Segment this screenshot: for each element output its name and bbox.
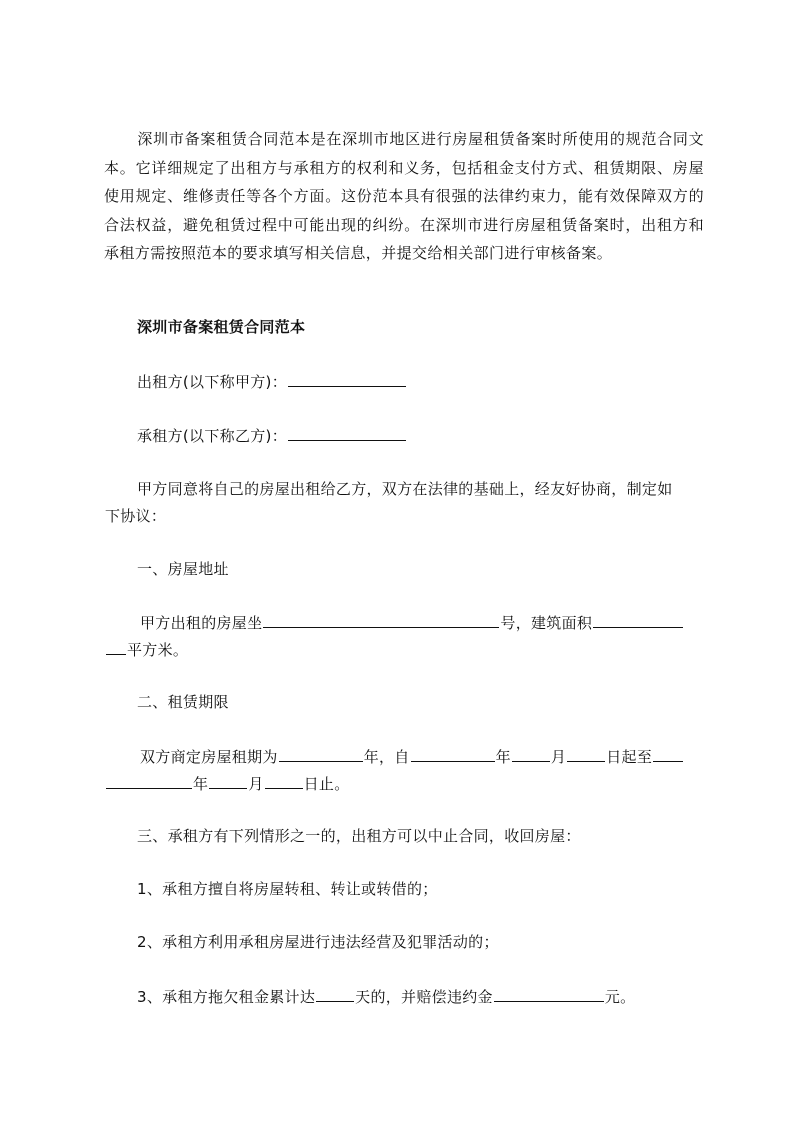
- lessee-line: [137, 425, 407, 446]
- lessor-line: [137, 371, 407, 392]
- lessor-label: 出租方(以下称甲方)：: [137, 373, 288, 391]
- address-text-1: 甲方出租的房屋坐: [140, 614, 263, 632]
- area-blank-2[interactable]: [106, 639, 126, 655]
- term-text-d: 月: [550, 748, 567, 766]
- section-house-address: 一、房屋地址: [137, 560, 229, 578]
- agreement-line-2: 下协议：: [105, 507, 167, 525]
- end-year-blank-1[interactable]: [653, 746, 683, 762]
- term-text-c: 年: [495, 748, 511, 766]
- end-month-blank[interactable]: [209, 773, 247, 789]
- termination-item-2: 2、承租方利用承租房屋进行违法经营及犯罪活动的；: [137, 933, 499, 951]
- term-text-e: 日起至: [606, 748, 653, 766]
- termination-item-1: 1、承租方擅自将房屋转租、转让或转借的；: [137, 880, 438, 898]
- area-unit-text: 平方米。: [127, 641, 189, 659]
- start-day-blank[interactable]: [567, 746, 605, 762]
- item3-text-b: 天的，并赔偿违约金: [355, 988, 493, 1006]
- lessee-label: 承租方(以下称乙方)：: [137, 427, 288, 445]
- term-text-g: 月: [248, 775, 264, 793]
- penalty-blank[interactable]: [494, 986, 604, 1002]
- section-termination: 三、承租方有下列情形之一的，出租方可以中止合同，收回房屋：: [137, 827, 581, 845]
- termination-item-3: [137, 986, 635, 1007]
- end-year-blank-2[interactable]: [106, 773, 192, 789]
- intro-text: 深圳市备案租赁合同范本是在深圳市地区进行房屋租赁备案时所使用的规范合同文本。它详细规定了出租方与承租方的权利和义务，包括租金支付方式、租赁期限、房屋使用规定、维修责任等各个方面。这份范本具有很强的法律约束力，能有效保障双方的合法权益，避免租赁过程中可能出现的纠纷。在深圳市进行房屋租赁备案时，出租方和承租方需按照范本的要求填写相关信息，并提交给相关部门进行审核备案。: [104, 130, 704, 263]
- lessee-blank[interactable]: [288, 425, 406, 441]
- address-line-2: [105, 639, 188, 660]
- term-text-h: 日止。: [303, 775, 350, 793]
- term-text-a: 双方商定房屋租期为: [140, 748, 278, 766]
- lessor-blank[interactable]: [288, 371, 406, 387]
- term-line-1: [140, 746, 684, 767]
- address-blank[interactable]: [263, 612, 499, 628]
- intro-paragraph: [104, 125, 704, 268]
- term-text-b: 年，自: [363, 748, 410, 766]
- term-line-2: [105, 773, 350, 794]
- item3-text-c: 元。: [604, 988, 636, 1006]
- overdue-days-blank[interactable]: [316, 986, 354, 1002]
- area-blank-1[interactable]: [593, 612, 683, 628]
- address-line-1: [140, 612, 684, 633]
- start-year-blank[interactable]: [411, 746, 495, 762]
- start-month-blank[interactable]: [512, 746, 550, 762]
- end-day-blank[interactable]: [265, 773, 303, 789]
- document-title: 深圳市备案租赁合同范本: [137, 318, 306, 336]
- term-text-f: 年: [193, 775, 209, 793]
- section-lease-term: 二、租赁期限: [137, 693, 229, 711]
- agreement-line-1: 甲方同意将自己的房屋出租给乙方，双方在法律的基础上，经友好协商，制定如: [137, 480, 673, 498]
- term-years-blank[interactable]: [279, 746, 363, 762]
- item3-text-a: 3、承租方拖欠租金累计达: [137, 988, 316, 1006]
- area-text: 号，建筑面积: [500, 614, 593, 632]
